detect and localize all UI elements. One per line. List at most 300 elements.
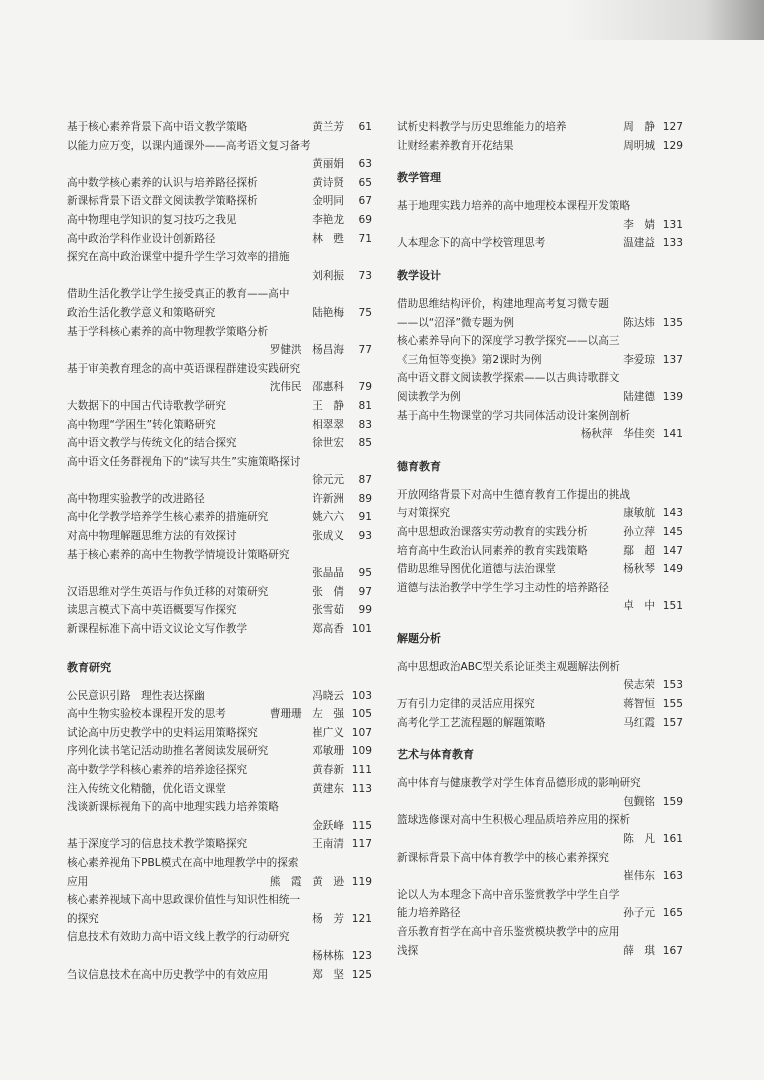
toc-entry [397,486,683,523]
entry-title: 高中物理“学困生”转化策略研究 [67,418,216,431]
entry-author-line [67,267,372,286]
entry-title: 人本理念下的高中学校管理思考 [397,237,546,250]
entry-page-number: 153 [662,679,683,692]
entry-author-line [67,947,372,966]
entry-line [67,211,372,230]
entry-title: 高考化学工艺流程题的解题策略 [397,716,546,729]
entry-author: 曹珊珊 左 强 [269,708,344,721]
entry-author: 刘利振 [312,269,344,282]
entry-page-number: 157 [662,716,683,729]
toc-entry [397,774,683,811]
toc-entry [397,695,683,714]
entry-title: 借助思维导图优化道德与法治课堂 [397,563,556,576]
toc-entry [67,490,372,509]
entry-author: 金明同 [312,195,344,208]
entry-title-continued: 能力培养路径 [397,907,461,920]
toc-entry [67,835,372,854]
entry-line [67,966,372,985]
entry-tail [312,304,372,323]
toc-entry [397,523,683,542]
toc-entry [67,780,372,799]
entry-tail [623,137,683,156]
toc-entry [67,434,372,453]
toc-entry [397,295,683,332]
entry-title: 高中体育与健康教学对学生体育品德形成的影响研究 [397,777,641,790]
entry-page-number: 117 [351,838,372,851]
toc-entry [397,234,683,253]
entry-author: 许新洲 [312,492,344,505]
entry-author: 姚六六 [312,511,344,524]
toc-entry [67,508,372,527]
entry-tail [270,873,372,892]
entry-title: 借助生活化教学让学生接受真正的教育——高中 [67,288,290,301]
entry-author: 侯志荣 [623,679,655,692]
entry-title: 注入传统文化精髓，优化语文课堂 [67,782,226,795]
entry-title: 核心素养导向下的深度学习教学探究——以高三 [397,335,620,348]
entry-page-number: 77 [358,344,372,357]
toc-entry [397,923,683,960]
entry-line [67,508,372,527]
entry-page-number: 109 [351,745,372,758]
entry-page-number: 149 [662,563,683,576]
entry-title: 高中思想政治ABC型关系论证类主观题解法例析 [397,660,621,673]
toc-entry [67,211,372,230]
toc-entry [67,323,372,360]
entry-author: 杨林栋 [312,949,344,962]
entry-title: 高中化学教学培养学生核心素养的措施研究 [67,511,269,524]
entry-page-number: 111 [351,764,372,776]
entry-tail [623,904,683,923]
entry-page-number: 143 [662,507,683,520]
entry-title: 试论高中历史教学中的史料运用策略探究 [67,726,258,739]
entry-title: 高中思想政治课落实劳动教育的实践分析 [397,525,588,538]
entry-tail [312,620,372,639]
entry-title: 篮球选修课对高中生积极心理品质培养应用的探析 [397,814,631,827]
entry-page-number: 163 [662,870,683,883]
entry-title: 高中语文教学与传统文化的结合探究 [67,437,237,450]
entry-tail [312,910,372,929]
toc-entry [397,658,683,695]
entry-author: 张晶晶 [312,567,344,580]
entry-title: 汉语思维对学生英语与作负迁移的对策研究 [67,585,269,598]
toc-entry [67,118,372,137]
entry-page-number: 63 [358,158,372,171]
entry-author-line [397,830,683,849]
entry-author: 郑高香 [312,623,344,636]
entry-author: 黄兰芳 [312,121,344,133]
section-heading: 艺术与体育教育 [397,748,474,762]
entry-title: 让财经素养教育开花结果 [397,139,514,152]
entry-tail [312,583,372,602]
entry-author-line [397,793,683,812]
entry-title-continued: 浅探 [397,944,419,957]
entry-tail [312,434,372,453]
entry-page-number: 91 [358,511,372,524]
entry-tail [312,835,372,854]
entry-title: 基于地理实践力培养的高中地理校本课程开发策略 [397,200,631,213]
toc-entry [67,360,372,397]
entry-page-number: 83 [358,418,372,431]
entry-tail [623,234,683,253]
entry-line [67,601,372,620]
entry-title: 高中语文群文阅读教学探索——以古典诗歌群文 [397,372,620,385]
entry-author: 沈伟民 邵惠科 [269,381,344,394]
entry-line [397,560,683,579]
entry-tail [623,351,683,370]
entry-line [67,761,372,780]
toc-entry [67,397,372,416]
entry-second-line [397,314,683,333]
section-heading: 解题分析 [397,631,441,645]
entry-title: 高中生物实验校本课程开发的思考 [67,708,226,721]
toc-entry [67,248,372,285]
entry-title: 核心素养视域下高中思政课价值性与知识性相统一 [67,894,301,907]
entry-second-line [67,304,372,323]
toc-entry [397,369,683,406]
entry-second-line [397,351,683,370]
entry-author: 王 静 [312,399,344,412]
entry-line [67,835,372,854]
entry-tail [623,542,683,561]
entry-author: 马红霞 [623,716,655,729]
entry-line [397,137,683,156]
entry-author: 林 甦 [312,232,344,245]
entry-author: 周 静 [623,121,655,133]
entry-line [67,118,372,137]
entry-tail [312,508,372,527]
toc-entry [397,197,683,234]
entry-author-line [397,425,683,444]
entry-author: 孙立萍 [623,525,655,538]
entry-author: 周明城 [623,139,655,152]
entry-author: 康敏航 [623,507,655,520]
entry-page-number: 165 [662,907,683,920]
toc-entry [397,407,683,444]
entry-title: 音乐教育哲学在高中音乐鉴赏模块教学中的应用 [397,926,620,938]
entry-page-number: 135 [662,316,683,329]
entry-page-number: 105 [351,708,372,721]
entry-title: 开放网络背景下对高中生德育教育工作提出的挑战 [397,488,631,501]
entry-title: 高中数学学科核心素养的培养途径探究 [67,764,248,776]
entry-title: 对高中物理解题思维方法的有效探讨 [67,530,237,543]
entry-tail [312,601,372,620]
toc-entry [67,546,372,583]
entry-page-number: 145 [662,525,683,538]
toc-entry [397,542,683,561]
entry-author: 李 婧 [623,218,655,231]
entry-author: 陆建德 [623,390,655,403]
entry-author-line [397,216,683,235]
entry-page-number: 139 [662,390,683,403]
entry-author: 蒋智恒 [623,698,655,711]
entry-page-number: 103 [351,689,372,702]
toc-entry [397,849,683,886]
section-heading: 教学设计 [397,268,441,282]
entry-title: 探究在高中政治课堂中提升学生学习效率的措施 [67,251,290,264]
entry-tail [312,527,372,546]
toc-entry [67,583,372,602]
entry-page-number: 133 [662,237,683,250]
entry-tail [623,714,683,733]
entry-author-line [67,564,372,583]
toc-entry [397,714,683,733]
entry-title: 高中物理实验教学的改进路径 [67,492,205,505]
entry-author: 张成义 [312,530,344,543]
entry-author: 杨 芳 [312,912,344,925]
entry-page-number: 87 [358,474,372,487]
toc-entry [67,854,372,891]
entry-page-number: 159 [662,795,683,808]
entry-title: 基于高中生物课堂的学习共同体活动设计案例剖析 [397,409,631,422]
toc-entry [397,137,683,156]
entry-title-continued: 政治生活化教学意义和策略研究 [67,306,216,319]
entry-author: 王南清 [312,838,344,851]
entry-author: 相翠翠 [312,418,344,431]
toc-entry [397,118,683,137]
entry-page-number: 127 [662,121,683,133]
entry-author: 黄诗贤 [312,176,344,189]
entry-tail [312,230,372,249]
entry-author: 陈 凡 [623,833,655,846]
entry-page-number: 79 [358,381,372,394]
toc-entry [67,285,372,322]
entry-author: 陈达炜 [623,316,655,329]
entry-second-line [397,904,683,923]
entry-tail [312,687,372,706]
entry-tail [312,192,372,211]
entry-line [397,234,683,253]
entry-tail [312,780,372,799]
entry-line [67,742,372,761]
entry-title: 培育高中生政治认同素养的教育实践策略 [397,544,588,557]
entry-tail [312,397,372,416]
entry-line [397,714,683,733]
entry-line [67,397,372,416]
toc-entry [67,527,372,546]
entry-title-continued: 《三角恒等变换》第2课时为例 [397,353,542,366]
entry-tail [312,490,372,509]
entry-line [67,490,372,509]
entry-page-number: 129 [662,139,683,152]
entry-title: 高中语文任务群视角下的“读写共生”实施策略探讨 [67,455,301,468]
entry-author-line [397,597,683,616]
entry-page-number: 141 [662,428,683,441]
entry-title: 论以人为本理念下高中音乐鉴赏教学中学生自学 [397,888,620,901]
toc-entry [397,811,683,848]
entry-title: 基于核心素养的高中生物教学情境设计策略研究 [67,548,290,561]
entry-title-continued: 阅读教学为例 [397,390,461,403]
entry-author: 杨秋琴 [623,563,655,576]
toc-entry [397,579,683,616]
entry-page-number: 69 [358,213,372,226]
entry-tail [312,742,372,761]
entry-page-number: 167 [662,944,683,957]
entry-tail [623,523,683,542]
entry-line [67,583,372,602]
right-column [397,118,683,960]
entry-author: 黄丽娟 [312,158,344,171]
entry-title: 高中政治学科作业设计创新路径 [67,232,216,245]
entry-page-number: 123 [351,949,372,962]
entry-author: 黄建东 [312,782,344,795]
toc-entry [67,601,372,620]
entry-author: 冯晓云 [312,689,344,702]
entry-tail [312,118,372,137]
entry-page-number: 101 [351,623,372,636]
entry-page-number: 131 [662,218,683,231]
entry-author: 鄢 超 [623,544,655,557]
entry-line [67,780,372,799]
entry-tail [312,416,372,435]
entry-title: 序列化读书笔记活动助推名著阅读发展研究 [67,745,269,758]
entry-title: 道德与法治教学中学生学习主动性的培养路径 [397,581,609,594]
entry-tail [623,388,683,407]
entry-line [397,118,683,137]
entry-line [67,230,372,249]
entry-tail [312,211,372,230]
entry-title: 基于学科核心素养的高中物理教学策略分析 [67,325,269,338]
entry-second-line [397,504,683,523]
entry-tail [270,705,372,724]
toc-entry [67,416,372,435]
entry-author: 张 倩 [312,585,344,598]
toc-entry [67,798,372,835]
entry-page-number: 95 [358,567,372,580]
entry-title-continued: 应用 [67,875,89,888]
entry-author-line [397,867,683,886]
toc-entry [67,453,372,490]
entry-page-number: 99 [358,604,372,617]
entry-author: 徐世宏 [312,437,344,450]
entry-author: 陆艳梅 [312,306,344,319]
entry-author: 李爱琼 [623,353,655,366]
entry-title: 浅谈新课标视角下的高中地理实践力培养策略 [67,801,279,814]
entry-page-number: 61 [358,121,372,133]
entry-author: 包觐铭 [623,795,655,808]
entry-author: 徐元元 [312,474,344,487]
entry-page-number: 97 [358,585,372,598]
entry-author: 卓 中 [623,600,655,613]
entry-title: 公民意识引路 理性表达探幽 [67,689,205,702]
entry-line [67,174,372,193]
entry-page-number: 75 [358,306,372,319]
entry-title: 万有引力定律的灵活应用探究 [397,698,535,711]
entry-title: 基于审美教育理念的高中英语课程群建设实践研究 [67,362,301,375]
entry-page-number: 93 [358,530,372,543]
entry-page-number: 115 [351,819,372,832]
toc-entry [67,705,372,724]
entry-tail [623,118,683,137]
entry-title: 新课标背景下高中体育教学中的核心素养探究 [397,851,609,864]
toc-entry [67,724,372,743]
entry-tail [312,724,372,743]
entry-author: 张雪茹 [312,604,344,617]
entry-title-continued: 与对策探究 [397,507,450,520]
entry-author: 邓敏珊 [312,745,344,758]
entry-page-number: 113 [351,782,372,795]
toc-entry [67,230,372,249]
toc-entry [397,560,683,579]
entry-line [67,416,372,435]
entry-author: 孙子元 [623,907,655,920]
entry-line [67,724,372,743]
entry-second-line [67,873,372,892]
entry-second-line [67,910,372,929]
entry-tail [623,695,683,714]
entry-title: 新课程标准下高中语文议论文写作教学 [67,623,248,636]
entry-page-number: 85 [358,437,372,450]
entry-author-line [67,817,372,836]
entry-tail [312,966,372,985]
entry-title: 基于深度学习的信息技术教学策略探究 [67,838,248,851]
entry-title: 读思言模式下高中英语概要写作探究 [67,604,237,617]
left-column [67,118,372,984]
entry-page-number: 137 [662,353,683,366]
entry-page-number: 151 [662,600,683,613]
entry-author-line [397,676,683,695]
entry-tail [312,761,372,780]
toc-entry [397,332,683,369]
toc-entry [67,761,372,780]
entry-line [397,542,683,561]
entry-line [397,695,683,714]
entry-title: 刍议信息技术在高中历史教学中的有效应用 [67,968,269,981]
entry-tail [623,560,683,579]
entry-page-number: 161 [662,833,683,846]
entry-page-number: 155 [662,698,683,711]
entry-author: 黄春新 [312,764,344,776]
entry-line [67,705,372,724]
entry-title: 大数据下的中国古代诗歌教学研究 [67,399,226,412]
entry-author: 郑 坚 [312,968,344,981]
toc-entry [67,620,372,639]
entry-author-line [67,341,372,360]
section-heading: 教育研究 [67,660,111,674]
entry-author: 崔伟东 [623,870,655,883]
toc-entry [397,886,683,923]
entry-author-line [67,471,372,490]
entry-author: 李艳龙 [312,213,344,226]
scan-shadow [564,0,764,40]
toc-entry [67,192,372,211]
entry-line [397,523,683,542]
entry-page-number: 125 [351,968,372,981]
entry-page-number: 81 [358,399,372,412]
entry-title: 试析史料教学与历史思维能力的培养 [397,121,567,133]
entry-page-number: 121 [351,912,372,925]
section-heading: 教学管理 [397,171,441,185]
entry-author: 杨秋萍 华佳奕 [580,428,655,441]
entry-page-number: 107 [351,726,372,739]
entry-author-line [67,155,372,174]
entry-page-number: 147 [662,544,683,557]
section-heading: 德育教育 [397,459,441,473]
entry-second-line [397,942,683,961]
toc-entry [67,891,372,928]
entry-author: 崔广义 [312,726,344,739]
entry-title: 借助思维结构评价，构建地理高考复习微专题 [397,297,609,310]
toc-entry [67,966,372,985]
entry-line [67,620,372,639]
toc-entry [67,174,372,193]
toc-entry [67,687,372,706]
toc-entry [67,137,372,174]
entry-title: 新课标背景下语文群文阅读教学策略探析 [67,195,258,208]
entry-author: 金跃峰 [312,819,344,832]
entry-page-number: 119 [351,875,372,888]
entry-title: 高中物理电学知识的复习技巧之我见 [67,213,237,226]
entry-author: 熊 霞 黄 逊 [269,875,344,888]
